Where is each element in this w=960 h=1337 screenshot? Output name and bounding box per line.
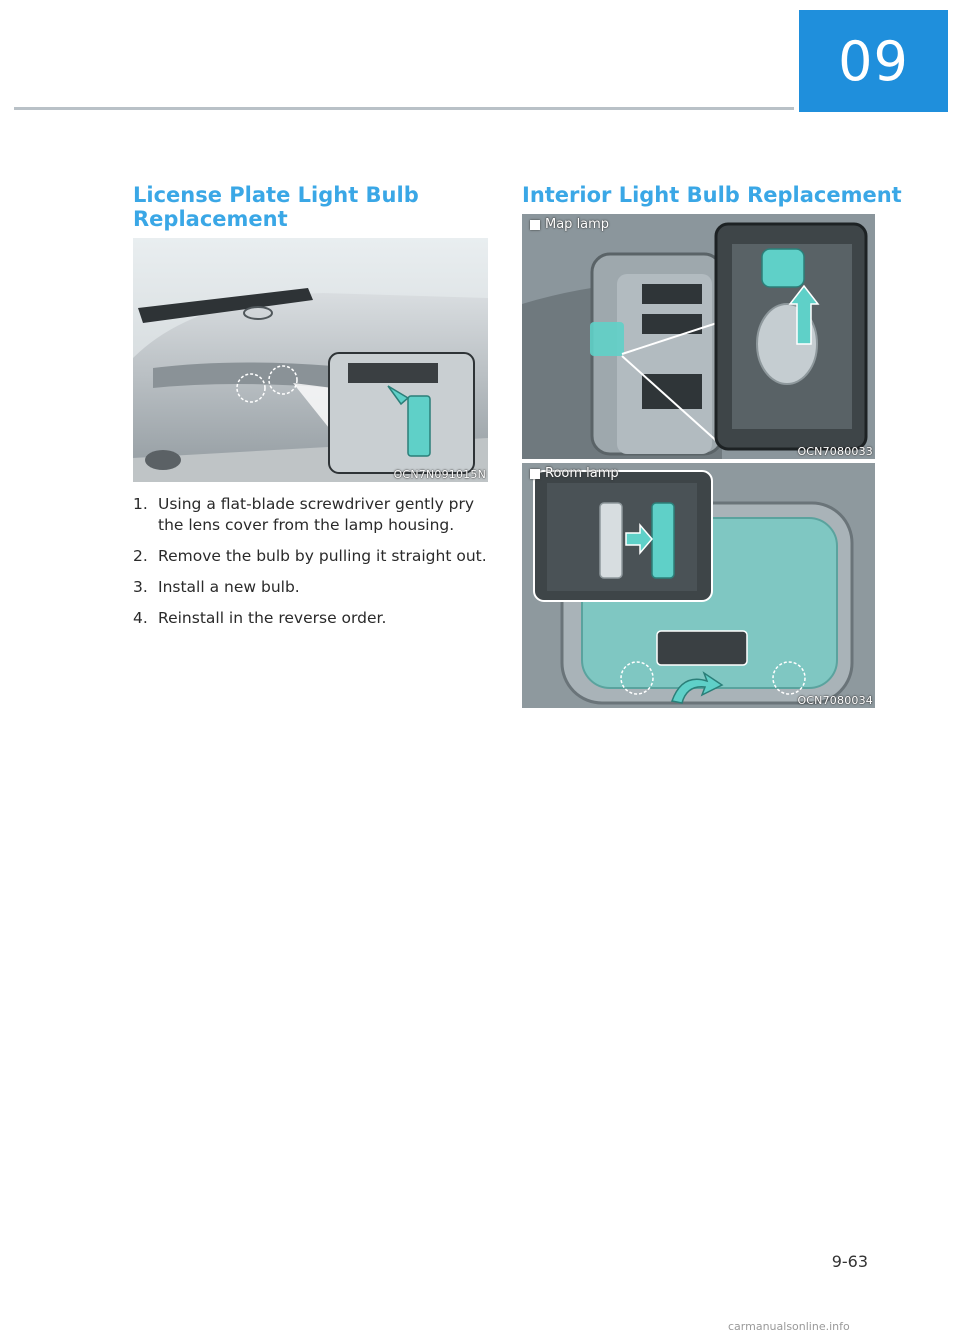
- title-line-2: Replacement: [133, 207, 288, 231]
- step-text: Using a flat-blade screwdriver gently pry the lens cover from the lamp housing.: [158, 495, 475, 534]
- room-lamp-illustration: [522, 463, 875, 708]
- step-number: 4.: [133, 609, 148, 627]
- page-number: 9-63: [831, 1252, 868, 1271]
- map-lamp-caption: [530, 217, 609, 232]
- figure-code-map-lamp: OCN7080033: [797, 445, 873, 458]
- interior-light-section-title: Interior Light Bulb Replacement: [522, 183, 902, 207]
- chapter-tab: 09: [799, 10, 948, 112]
- step-number: 3.: [133, 578, 148, 596]
- room-lamp-caption-text: Room lamp: [545, 466, 619, 481]
- list-item: [133, 494, 488, 536]
- step-text: Reinstall in the reverse order.: [158, 609, 387, 627]
- title-line-1: License Plate Light Bulb: [133, 183, 419, 207]
- header-rule: [14, 107, 794, 110]
- license-plate-illustration: [133, 238, 488, 482]
- license-plate-figure: [133, 238, 488, 482]
- license-plate-section-title: [133, 183, 419, 231]
- square-bullet-icon: [530, 220, 540, 230]
- instruction-steps: [133, 494, 488, 639]
- list-item: [133, 577, 488, 598]
- figure-code-room-lamp: OCN7080034: [797, 694, 873, 707]
- map-lamp-illustration: [522, 214, 875, 459]
- step-text: Remove the bulb by pulling it straight out.: [158, 547, 487, 565]
- list-item: [133, 608, 488, 629]
- room-lamp-figure: [522, 463, 875, 708]
- map-lamp-figure: [522, 214, 875, 459]
- list-item: [133, 546, 488, 567]
- step-number: 2.: [133, 547, 148, 565]
- step-number: 1.: [133, 495, 148, 513]
- square-bullet-icon: [530, 469, 540, 479]
- watermark: carmanualsonline.info: [728, 1320, 850, 1333]
- figure-code-license-plate: OCN7N091015N: [393, 468, 486, 481]
- room-lamp-caption: [530, 466, 619, 481]
- map-lamp-caption-text: Map lamp: [545, 217, 610, 232]
- step-text: Install a new bulb.: [158, 578, 300, 596]
